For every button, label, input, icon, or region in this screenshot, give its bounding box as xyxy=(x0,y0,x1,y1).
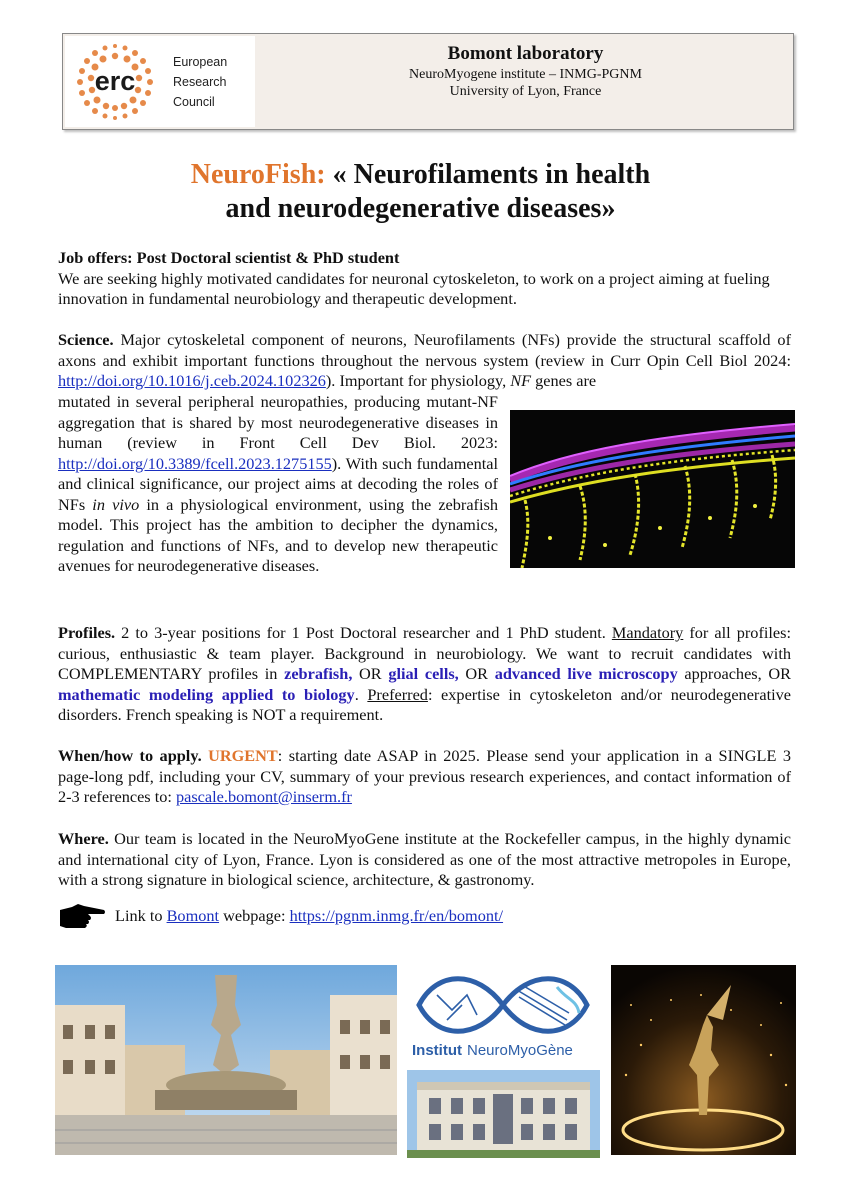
job-section xyxy=(58,248,791,310)
institut-neuromyogene-logo xyxy=(407,965,600,1065)
where-section: Where. Our team is located in the NeuroMyoGene institute at the Rockefeller campus, in the highly dynamic and international city of Lyon, France. Lyon is considered as one of the most attractive metropoles in Europe, with a strong signature in biological science, architecture, & gastronomy. xyxy=(58,829,791,889)
erc-logo-block xyxy=(65,36,255,127)
header-box xyxy=(62,33,794,130)
bomont-link[interactable]: Bomont xyxy=(166,906,220,925)
title-project-name: NeuroFish: xyxy=(190,159,326,190)
institute-name: NeuroMyogene institute – INMG-PGNM xyxy=(409,67,642,82)
institute-building-photo xyxy=(407,1070,600,1158)
institute-block xyxy=(407,965,600,1155)
svg-text:erc: erc xyxy=(94,66,136,96)
apply-section: When/how to apply. URGENT: starting date ASAP in 2025. Please send your application in a SINGLE 3 page-long pdf, including your CV, summary of your previous research experiences, and contact information of 2-3 references to: pascale.bomont@inserm.fr xyxy=(58,746,791,806)
email-link[interactable]: pascale.bomont@inserm.fr xyxy=(175,787,352,806)
review-link-2024[interactable]: http://doi.org/10.1016/j.ceb.2024.102326 xyxy=(58,371,326,390)
svg-text:Institut: Institut xyxy=(412,1042,462,1059)
lab-name: Bomont laboratory xyxy=(447,43,604,64)
svg-text:NeuroMyoGène: NeuroMyoGène xyxy=(467,1042,573,1059)
job-text: We are seeking highly motivated candidates for neuronal cytoskeleton, to work on a project aiming at fueling innovation in fundamental neurobiology and therapeutic development. xyxy=(58,268,770,308)
science-section: Science. Major cytoskeletal component of neurons, Neurofilaments (NFs) provide the structural scaffold of axons and exhibit important functions throughout the nervous system (review in Curr Opin Cell Biol 2024: http://doi.org/10.1016/j.ceb.2024.102326). Important for physiology, NF genes are xyxy=(58,330,791,390)
university-name: University of Lyon, France xyxy=(449,84,602,99)
science-section-cont: mutated in several peripheral neuropathies, producing mutant-NF aggregation that is shared by most neurodegenerative diseases in human (review in Front Cell Dev Biol. 2023: http://doi.org/10.3389/fcell.2023.1275155). With such fundamental and clinical significance, our project aims at decoding the roles of NFs in vivo in a physiological environment, using the zebrafish model. This project has the ambition to decipher the dynamics, regulation and functions of NFs, and to develop new therapeutic avenues for neurodegenerative diseases. xyxy=(58,392,498,575)
page-title: NeuroFish: « Neurofilaments in health and neurodegenerative diseases» xyxy=(190,159,651,224)
lyon-fountain-photo xyxy=(55,965,397,1155)
bomont-url-link[interactable]: https://pgnm.inmg.fr/en/bomont/ xyxy=(289,906,504,925)
erc-name: European Research Council xyxy=(173,55,228,109)
webpage-link-line: Link to Bomont webpage: https://pgnm.inmg.fr/en/bomont/ xyxy=(115,906,504,925)
urgent-badge: URGENT xyxy=(208,746,278,765)
lyon-night-photo xyxy=(611,965,796,1155)
job-heading: Job offers: Post Doctoral scientist & PhD student xyxy=(58,248,400,267)
erc-logo xyxy=(69,40,161,124)
review-link-2023[interactable]: http://doi.org/10.3389/fcell.2023.1275155 xyxy=(58,453,332,473)
lab-info xyxy=(258,42,793,100)
pointing-hand-icon xyxy=(58,902,106,930)
zebrafish-microscopy-image xyxy=(510,410,795,568)
profiles-section: Profiles. 2 to 3-year positions for 1 Post Doctoral researcher and 1 PhD student. Mandatory for all profiles: curious, enthusiastic & team player. Background in neurobiology. We want to recruit candidates with COMPLEMENTARY profiles in zebrafish, OR glial cells, OR advanced live microscopy approaches, OR mathematic modeling applied to biology. Preferred: expertise in cytoskeleton and/or neurodegenerative disorders. French speaking is NOT a requirement. xyxy=(58,623,792,724)
